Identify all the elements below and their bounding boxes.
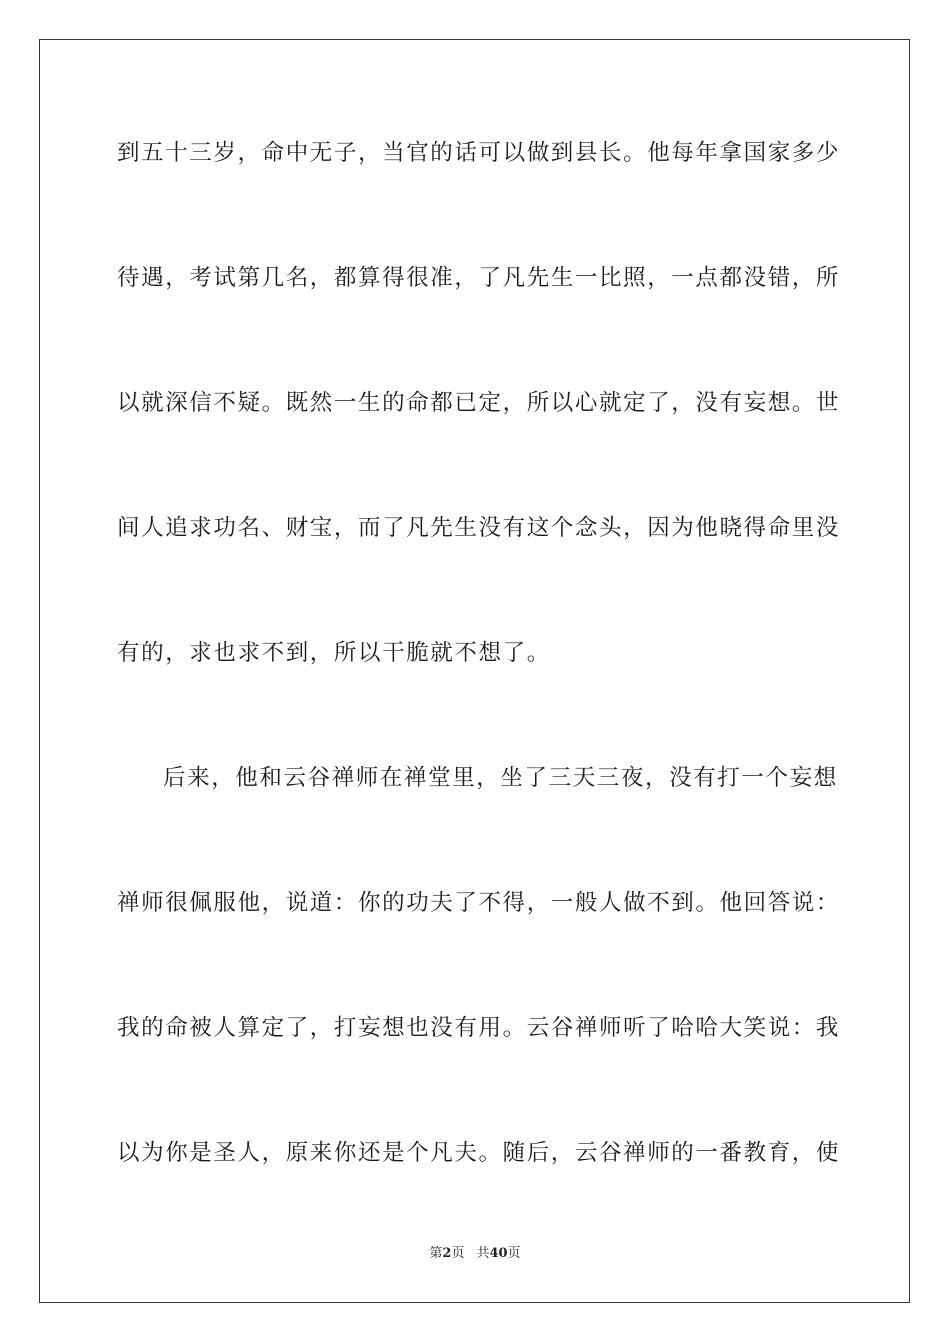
page-border [39, 39, 910, 1303]
text-line: 禅师很佩服他，说道：你的功夫了不得，一般人做不到。他回答说： [117, 890, 841, 916]
text-line: 我的命被人算定了，打妄想也没有用。云谷禅师听了哈哈大笑说：我 [117, 1015, 841, 1041]
page-number: 2 [442, 1246, 452, 1261]
total-pages: 40 [489, 1246, 508, 1261]
text-line: 以为你是圣人，原来你还是个凡夫。随后，云谷禅师的一番教育，使 [117, 1140, 841, 1166]
page-suffix: 页 [451, 1246, 465, 1261]
text-line: 有的，求也求不到，所以干脆就不想了。 [117, 640, 551, 666]
text-line: 后来，他和云谷禅师在禅堂里，坐了三天三夜，没有打一个妄想 [163, 765, 838, 791]
text-line: 以就深信不疑。既然一生的命都已定，所以心就定了，没有妄想。世 [117, 390, 841, 416]
text-line: 间人追求功名、财宝，而了凡先生没有这个念头，因为他晓得命里没 [117, 515, 841, 541]
total-prefix: 共 [476, 1246, 490, 1261]
text-line: 到五十三岁，命中无子，当官的话可以做到县长。他每年拿国家多少 [117, 140, 841, 166]
total-suffix: 页 [507, 1246, 521, 1261]
page-prefix: 第 [429, 1246, 443, 1261]
text-line: 待遇，考试第几名，都算得很准，了凡先生一比照，一点都没错，所 [117, 265, 841, 291]
page-footer [0, 1245, 950, 1263]
